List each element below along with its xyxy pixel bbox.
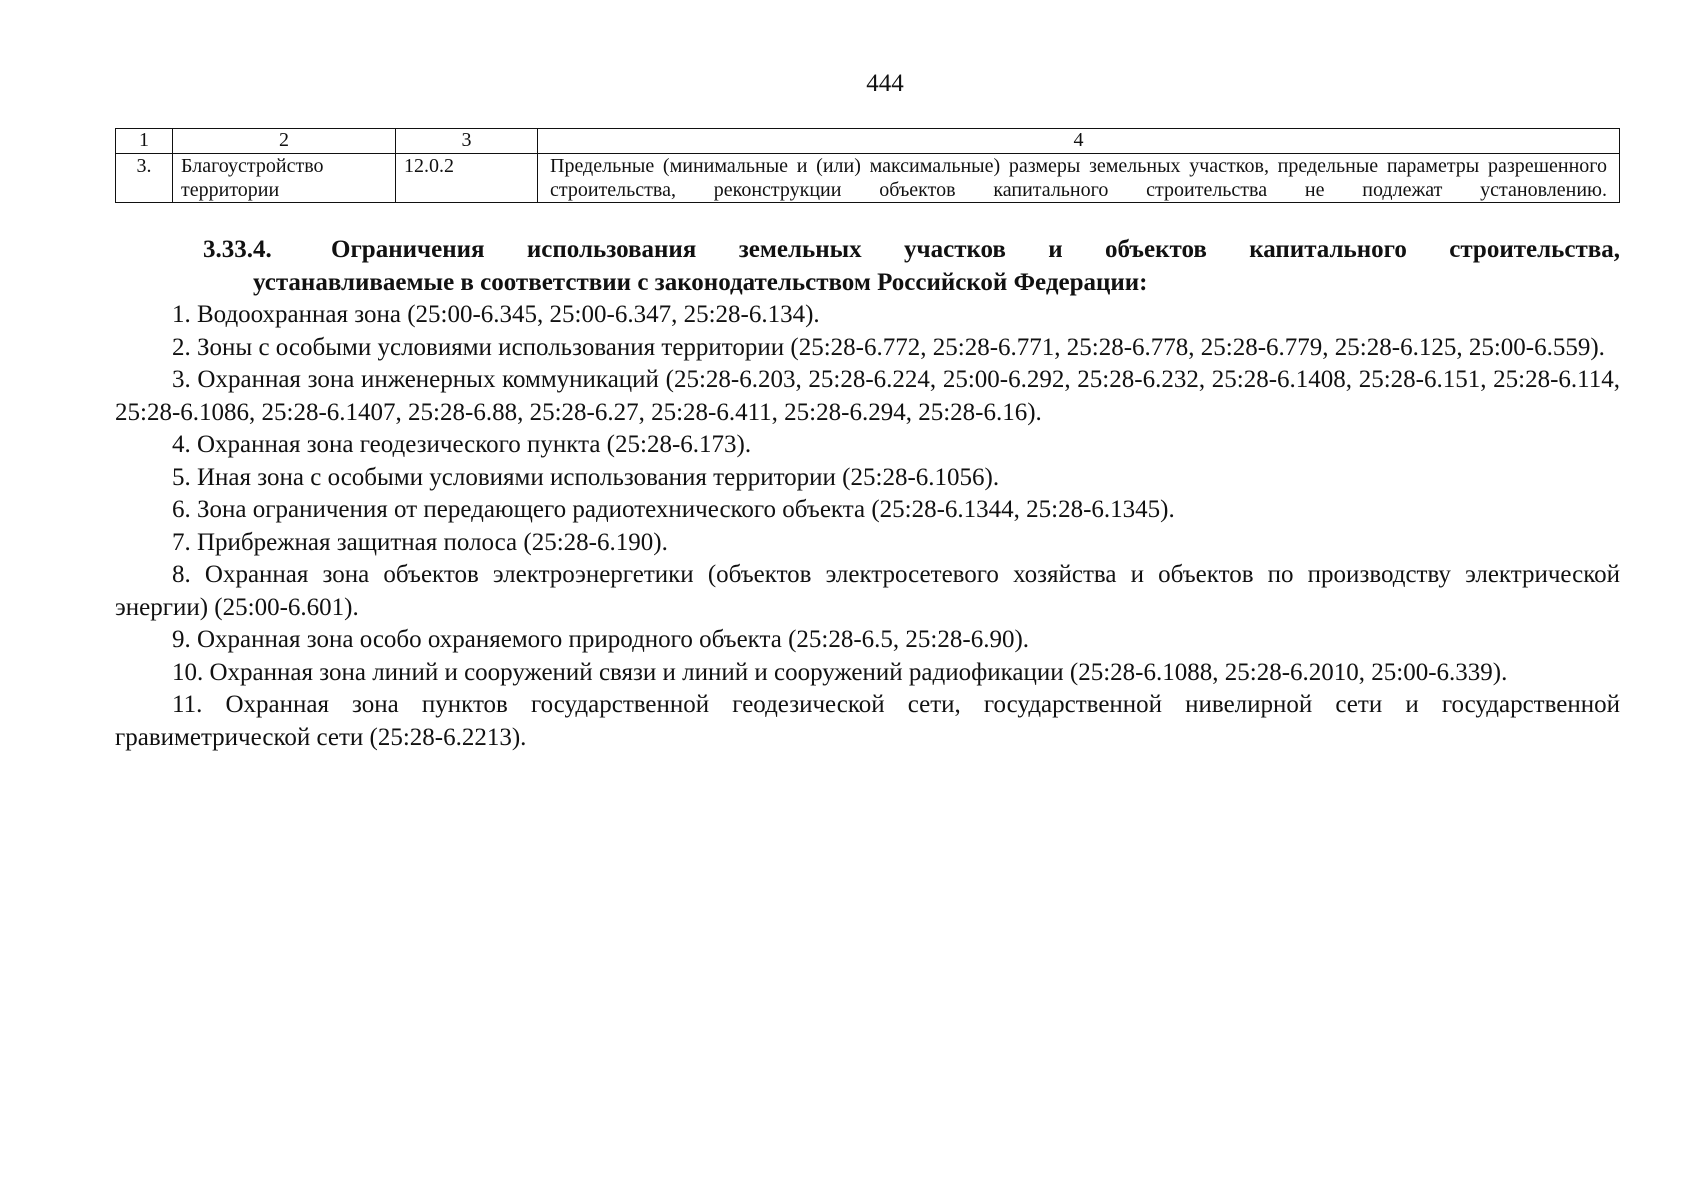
section-title-line1: Ограничения использования земельных участков и объектов капитального строительства, xyxy=(331,236,1620,263)
list-item: 11. Охранная зона пунктов государственной геодезической сети, государственной нивелирной сети и государственной гравиметрической сети (25:28-6.2213). xyxy=(115,691,1620,751)
land-use-code: 12.0.2 xyxy=(396,154,538,203)
table-header-row xyxy=(116,129,1620,154)
land-use-type: Благоустройство территории xyxy=(173,154,396,203)
land-use-table xyxy=(115,128,1620,203)
table-header-cell-4: 4 xyxy=(538,129,1620,154)
list-item: 10. Охранная зона линий и сооружений связи и линий и сооружений радиофикации (25:28-6.1088, 25:28-6.2010, 25:00-6.339). xyxy=(172,658,1508,686)
land-use-parameters-text: Предельные (минимальные и (или) максимальные) размеры земельных участков, предельные параметры разрешенного строительства, реконструкции объектов капитального строительства не подлежат установлению. xyxy=(550,155,1607,201)
table-row xyxy=(116,154,1620,203)
section-title-line2: устанавливаемые в соответствии с законодательством Российской Федерации: xyxy=(253,268,1148,296)
table-header-cell-1: 1 xyxy=(116,129,173,154)
list-item: 1. Водоохранная зона (25:00-6.345, 25:00-6.347, 25:28-6.134). xyxy=(172,301,820,328)
land-use-parameters xyxy=(538,154,1620,203)
list-item: 3. Охранная зона инженерных коммуникаций (25:28-6.203, 25:28-6.224, 25:00-6.292, 25:28-6.232, 25:28-6.1408, 25:28-6.151, 25:28-6.114, 25:28-6.1086, 25:28-6.1407, 25:28-6.88, 25:28-6.27, 25:28-6.411, 25:28-6.294, 25:28-6.16). xyxy=(115,366,1620,426)
table-header-cell-2: 2 xyxy=(173,129,396,154)
list-item: 4. Охранная зона геодезического пункта (25:28-6.173). xyxy=(172,431,752,458)
page-number: 444 xyxy=(866,70,904,97)
row-number: 3. xyxy=(116,154,173,203)
restrictions-section xyxy=(115,234,1620,754)
section-heading xyxy=(115,234,1620,299)
list-item: 7. Прибрежная защитная полоса (25:28-6.190). xyxy=(172,528,668,556)
list-item: 5. Иная зона с особыми условиями использования территории (25:28-6.1056). xyxy=(172,463,1000,491)
restrictions-list xyxy=(115,299,1620,754)
list-item: 2. Зоны с особыми условиями использования территории (25:28-6.772, 25:28-6.771, 25:28-6.778, 25:28-6.779, 25:28-6.125, 25:00-6.559). xyxy=(172,333,1605,361)
table-header-cell-3: 3 xyxy=(396,129,538,154)
section-number: 3.33.4. xyxy=(203,236,272,263)
list-item: 8. Охранная зона объектов электроэнергетики (объектов электросетевого хозяйства и объектов по производству электрической энергии) (25:00-6.601). xyxy=(115,561,1620,621)
list-item: 6. Зона ограничения от передающего радиотехнического объекта (25:28-6.1344, 25:28-6.1345). xyxy=(172,496,1175,523)
list-item: 9. Охранная зона особо охраняемого природного объекта (25:28-6.5, 25:28-6.90). xyxy=(172,626,1030,653)
